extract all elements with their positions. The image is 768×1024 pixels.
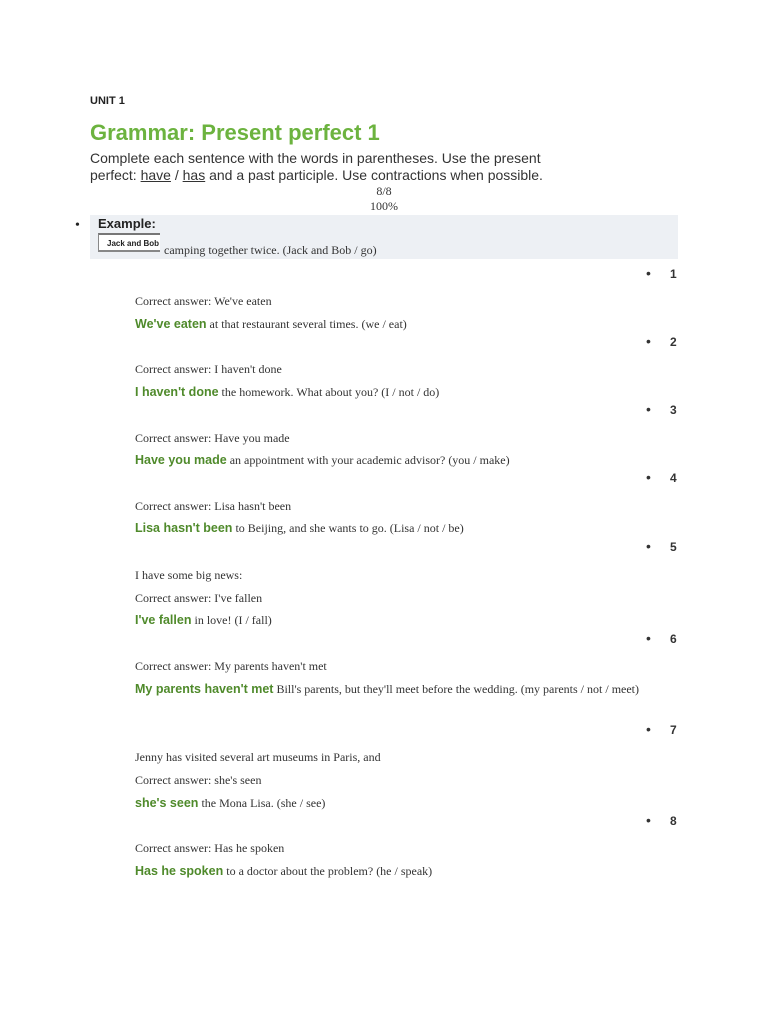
example-input[interactable]: Jack and Bob	[98, 233, 160, 252]
item-number-label: 2	[670, 335, 677, 349]
bullet-icon: •	[646, 538, 651, 554]
instructions-post: and a past participle. Use contractions when possible.	[205, 167, 543, 183]
bullet-icon: •	[646, 630, 651, 646]
bullet-icon: •	[646, 333, 651, 349]
student-answer[interactable]: My parents haven't met	[135, 682, 274, 696]
correct-answer: Correct answer: she's seen	[135, 773, 262, 787]
instructions-has: has	[182, 167, 206, 183]
item-number-label: 5	[670, 540, 677, 554]
sentence-rest: at that restaurant several times. (we / eat)	[206, 317, 407, 331]
correct-answer: Correct answer: Lisa hasn't been	[135, 499, 292, 513]
sentence-rest: an appointment with your academic advisor? (you / make)	[226, 453, 510, 467]
student-answer[interactable]: Lisa hasn't been	[135, 521, 233, 535]
instructions-have: have	[140, 167, 171, 183]
sentence-rest: to a doctor about the problem? (he / speak)	[223, 864, 433, 878]
unit-label: UNIT 1	[90, 95, 125, 107]
score	[0, 184, 768, 214]
item-sentence	[135, 860, 680, 883]
item-sentence	[135, 381, 680, 404]
student-answer[interactable]: Has he spoken	[135, 864, 224, 878]
item-number-label: 8	[670, 814, 677, 828]
sentence-rest: the Mona Lisa. (she / see)	[198, 796, 326, 810]
bullet-icon: •	[646, 812, 651, 828]
bullet-icon: •	[646, 721, 651, 737]
item-sentence	[135, 609, 680, 632]
student-answer[interactable]: Have you made	[135, 453, 227, 467]
item-intro: Jenny has visited several art museums in Paris, and	[135, 750, 381, 764]
instructions-line-1: Complete each sentence with the words in parentheses. Use the present	[90, 150, 541, 166]
item-number-label: 1	[670, 267, 677, 281]
item-sentence	[135, 517, 680, 540]
page-title: Grammar: Present perfect 1	[90, 120, 380, 145]
correct-answer: Correct answer: I've fallen	[135, 591, 263, 605]
bullet-icon: •	[646, 401, 651, 417]
example-sentence: camping together twice. (Jack and Bob / go)	[164, 243, 377, 257]
score-percent: 100%	[370, 199, 398, 213]
correct-answer: Correct answer: Have you made	[135, 431, 290, 445]
bullet-icon: •	[646, 265, 651, 281]
student-answer[interactable]: We've eaten	[135, 317, 207, 331]
bullet-icon: •	[646, 469, 651, 485]
sentence-rest: Bill's parents, but they'll meet before the wedding. (my parents / not / meet)	[273, 682, 640, 696]
sentence-rest: the homework. What about you? (I / not / do)	[218, 385, 440, 399]
example-label: Example:	[98, 216, 156, 231]
sentence-rest: to Beijing, and she wants to go. (Lisa / not / be)	[232, 521, 464, 535]
item-number-label: 6	[670, 632, 677, 646]
example-bullet-icon: •	[75, 218, 80, 233]
item-sentence	[135, 449, 680, 472]
item-sentence	[135, 313, 680, 336]
correct-answer: Correct answer: We've eaten	[135, 294, 272, 308]
student-answer[interactable]: I haven't done	[135, 385, 219, 399]
item-intro: I have some big news:	[135, 568, 243, 582]
item-number-label: 7	[670, 723, 677, 737]
sentence-rest: in love! (I / fall)	[191, 613, 272, 627]
student-answer[interactable]: I've fallen	[135, 613, 192, 627]
correct-answer: Correct answer: Has he spoken	[135, 841, 285, 855]
instructions-slash: /	[170, 167, 183, 183]
item-number-label: 3	[670, 403, 677, 417]
instructions-pre: perfect:	[90, 167, 141, 183]
item-number-label: 4	[670, 471, 677, 485]
correct-answer: Correct answer: I haven't done	[135, 362, 282, 376]
item-sentence	[135, 792, 680, 815]
instructions	[90, 150, 570, 184]
correct-answer: Correct answer: My parents haven't met	[135, 659, 327, 673]
student-answer[interactable]: she's seen	[135, 796, 199, 810]
item-sentence	[135, 678, 680, 701]
score-fraction: 8/8	[376, 184, 392, 198]
